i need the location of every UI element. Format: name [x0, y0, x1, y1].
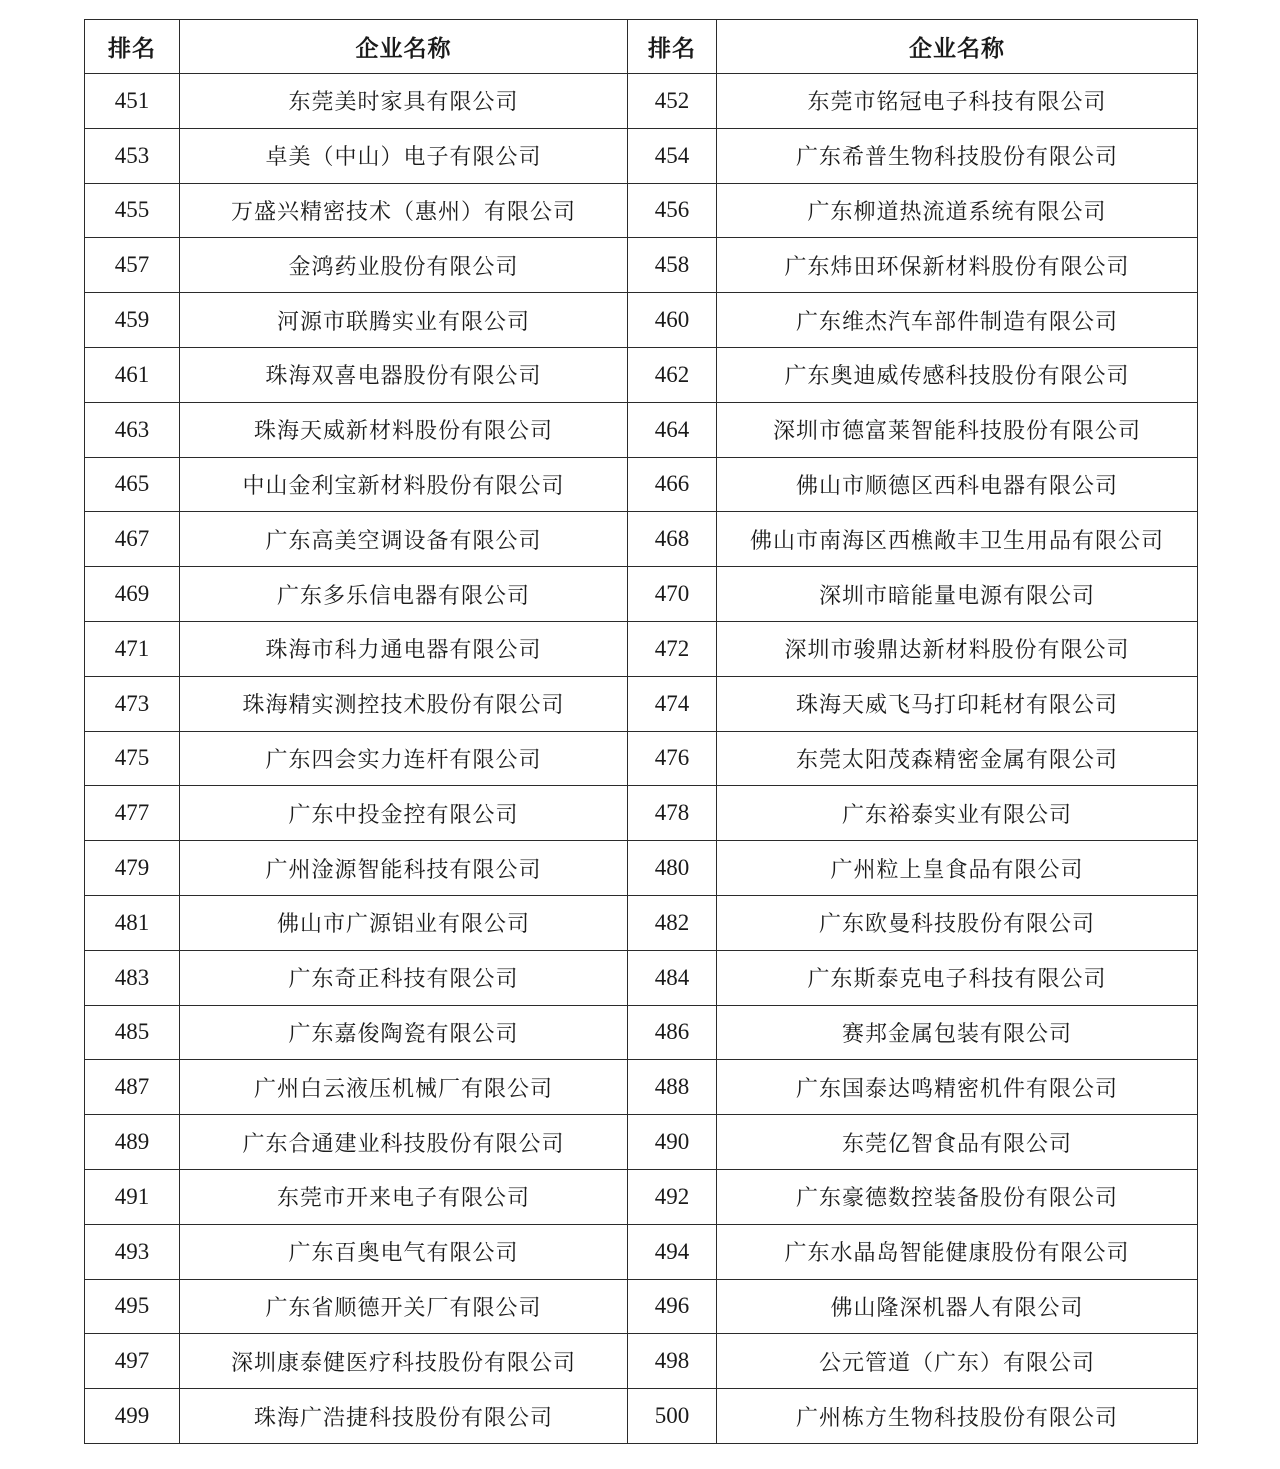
company-name-right: 广东柳道热流道系统有限公司	[717, 183, 1198, 238]
rank-cell-left: 467	[85, 512, 180, 567]
company-name-right: 公元管道（广东）有限公司	[717, 1334, 1198, 1389]
company-name-right: 广东奥迪威传感科技股份有限公司	[717, 347, 1198, 402]
rank-cell-right: 486	[628, 1005, 717, 1060]
company-name-left: 广州淦源智能科技有限公司	[180, 841, 628, 896]
company-name-left: 珠海精实测控技术股份有限公司	[180, 676, 628, 731]
rank-cell-left: 471	[85, 621, 180, 676]
company-name-right: 广东希普生物科技股份有限公司	[717, 128, 1198, 183]
table-row	[85, 676, 1198, 731]
table-row	[85, 74, 1198, 129]
rank-cell-left: 469	[85, 567, 180, 622]
rank-cell-left: 493	[85, 1224, 180, 1279]
company-name-left: 东莞美时家具有限公司	[180, 74, 628, 129]
company-name-left: 珠海天威新材料股份有限公司	[180, 402, 628, 457]
table-row	[85, 183, 1198, 238]
company-name-right: 佛山隆深机器人有限公司	[717, 1279, 1198, 1334]
table-row	[85, 1334, 1198, 1389]
company-name-left: 河源市联腾实业有限公司	[180, 293, 628, 348]
company-name-right: 深圳市德富莱智能科技股份有限公司	[717, 402, 1198, 457]
rank-cell-right: 460	[628, 293, 717, 348]
company-name-left: 东莞市开来电子有限公司	[180, 1169, 628, 1224]
rank-cell-left: 453	[85, 128, 180, 183]
company-name-left: 广东合通建业科技股份有限公司	[180, 1115, 628, 1170]
company-name-left: 广东多乐信电器有限公司	[180, 567, 628, 622]
table-row	[85, 1224, 1198, 1279]
company-name-right: 广东欧曼科技股份有限公司	[717, 895, 1198, 950]
company-name-right: 东莞亿智食品有限公司	[717, 1115, 1198, 1170]
rank-cell-left: 461	[85, 347, 180, 402]
company-name-right: 广州栋方生物科技股份有限公司	[717, 1389, 1198, 1444]
company-name-left: 广东省顺德开关厂有限公司	[180, 1279, 628, 1334]
table-row	[85, 1389, 1198, 1444]
rank-cell-left: 489	[85, 1115, 180, 1170]
table-row	[85, 621, 1198, 676]
header-rank-right: 排名	[628, 20, 717, 74]
table-row	[85, 895, 1198, 950]
company-name-right: 深圳市骏鼎达新材料股份有限公司	[717, 621, 1198, 676]
rank-cell-left: 455	[85, 183, 180, 238]
company-name-left: 广东嘉俊陶瓷有限公司	[180, 1005, 628, 1060]
table-header-row	[85, 20, 1198, 74]
rank-cell-right: 468	[628, 512, 717, 567]
company-name-left: 中山金利宝新材料股份有限公司	[180, 457, 628, 512]
company-name-right: 东莞太阳茂森精密金属有限公司	[717, 731, 1198, 786]
rank-cell-right: 462	[628, 347, 717, 402]
table-row	[85, 402, 1198, 457]
company-name-right: 广东水晶岛智能健康股份有限公司	[717, 1224, 1198, 1279]
company-name-right: 深圳市暗能量电源有限公司	[717, 567, 1198, 622]
table-row	[85, 950, 1198, 1005]
rank-cell-left: 479	[85, 841, 180, 896]
table-row	[85, 567, 1198, 622]
rank-cell-left: 481	[85, 895, 180, 950]
table-row	[85, 1115, 1198, 1170]
table-row	[85, 457, 1198, 512]
table-row	[85, 128, 1198, 183]
company-name-left: 珠海市科力通电器有限公司	[180, 621, 628, 676]
table-row	[85, 786, 1198, 841]
rank-cell-right: 482	[628, 895, 717, 950]
rank-cell-left: 477	[85, 786, 180, 841]
rank-cell-right: 494	[628, 1224, 717, 1279]
rank-cell-left: 465	[85, 457, 180, 512]
rank-cell-left: 495	[85, 1279, 180, 1334]
table-row	[85, 731, 1198, 786]
rank-cell-right: 470	[628, 567, 717, 622]
table-body	[85, 74, 1198, 1444]
rank-cell-right: 496	[628, 1279, 717, 1334]
rank-cell-right: 492	[628, 1169, 717, 1224]
company-name-left: 珠海双喜电器股份有限公司	[180, 347, 628, 402]
rank-cell-right: 466	[628, 457, 717, 512]
company-name-left: 广东高美空调设备有限公司	[180, 512, 628, 567]
rank-cell-right: 452	[628, 74, 717, 129]
company-name-right: 珠海天威飞马打印耗材有限公司	[717, 676, 1198, 731]
header-rank-left: 排名	[85, 20, 180, 74]
company-name-left: 珠海广浩捷科技股份有限公司	[180, 1389, 628, 1444]
rank-cell-right: 454	[628, 128, 717, 183]
rank-cell-left: 475	[85, 731, 180, 786]
company-name-left: 广东四会实力连杆有限公司	[180, 731, 628, 786]
company-name-right: 广东裕泰实业有限公司	[717, 786, 1198, 841]
table-row	[85, 347, 1198, 402]
company-name-right: 广东斯泰克电子科技有限公司	[717, 950, 1198, 1005]
table-row	[85, 512, 1198, 567]
table-row	[85, 1060, 1198, 1115]
rank-cell-right: 474	[628, 676, 717, 731]
table-row	[85, 238, 1198, 293]
company-name-right: 广东豪德数控装备股份有限公司	[717, 1169, 1198, 1224]
rank-cell-left: 483	[85, 950, 180, 1005]
company-name-right: 广东维杰汽车部件制造有限公司	[717, 293, 1198, 348]
rank-cell-left: 473	[85, 676, 180, 731]
company-name-left: 广东百奥电气有限公司	[180, 1224, 628, 1279]
header-name-right: 企业名称	[717, 20, 1198, 74]
company-name-left: 金鸿药业股份有限公司	[180, 238, 628, 293]
rank-cell-right: 464	[628, 402, 717, 457]
company-name-right: 佛山市南海区西樵敞丰卫生用品有限公司	[717, 512, 1198, 567]
rank-cell-left: 485	[85, 1005, 180, 1060]
rank-cell-right: 500	[628, 1389, 717, 1444]
rank-cell-left: 459	[85, 293, 180, 348]
rank-cell-right: 484	[628, 950, 717, 1005]
company-name-right: 广州粒上皇食品有限公司	[717, 841, 1198, 896]
table-row	[85, 841, 1198, 896]
company-name-right: 广东国泰达鸣精密机件有限公司	[717, 1060, 1198, 1115]
rank-cell-right: 488	[628, 1060, 717, 1115]
company-name-left: 万盛兴精密技术（惠州）有限公司	[180, 183, 628, 238]
rank-cell-right: 490	[628, 1115, 717, 1170]
rank-cell-left: 499	[85, 1389, 180, 1444]
company-name-right: 东莞市铭冠电子科技有限公司	[717, 74, 1198, 129]
rank-cell-right: 498	[628, 1334, 717, 1389]
company-name-left: 卓美（中山）电子有限公司	[180, 128, 628, 183]
company-name-left: 深圳康泰健医疗科技股份有限公司	[180, 1334, 628, 1389]
company-name-left: 广东中投金控有限公司	[180, 786, 628, 841]
header-name-left: 企业名称	[180, 20, 628, 74]
rank-cell-right: 456	[628, 183, 717, 238]
rank-cell-right: 472	[628, 621, 717, 676]
rank-cell-left: 487	[85, 1060, 180, 1115]
rank-cell-left: 491	[85, 1169, 180, 1224]
rank-cell-right: 480	[628, 841, 717, 896]
table-row	[85, 1169, 1198, 1224]
rank-cell-left: 457	[85, 238, 180, 293]
rank-cell-left: 497	[85, 1334, 180, 1389]
rank-cell-right: 476	[628, 731, 717, 786]
ranking-table	[84, 19, 1198, 1444]
company-name-left: 佛山市广源铝业有限公司	[180, 895, 628, 950]
table-row	[85, 293, 1198, 348]
company-name-left: 广州白云液压机械厂有限公司	[180, 1060, 628, 1115]
table-row	[85, 1279, 1198, 1334]
rank-cell-right: 478	[628, 786, 717, 841]
company-name-right: 赛邦金属包装有限公司	[717, 1005, 1198, 1060]
table-row	[85, 1005, 1198, 1060]
rank-cell-right: 458	[628, 238, 717, 293]
company-name-right: 广东炜田环保新材料股份有限公司	[717, 238, 1198, 293]
company-name-right: 佛山市顺德区西科电器有限公司	[717, 457, 1198, 512]
rank-cell-left: 463	[85, 402, 180, 457]
rank-cell-left: 451	[85, 74, 180, 129]
company-name-left: 广东奇正科技有限公司	[180, 950, 628, 1005]
